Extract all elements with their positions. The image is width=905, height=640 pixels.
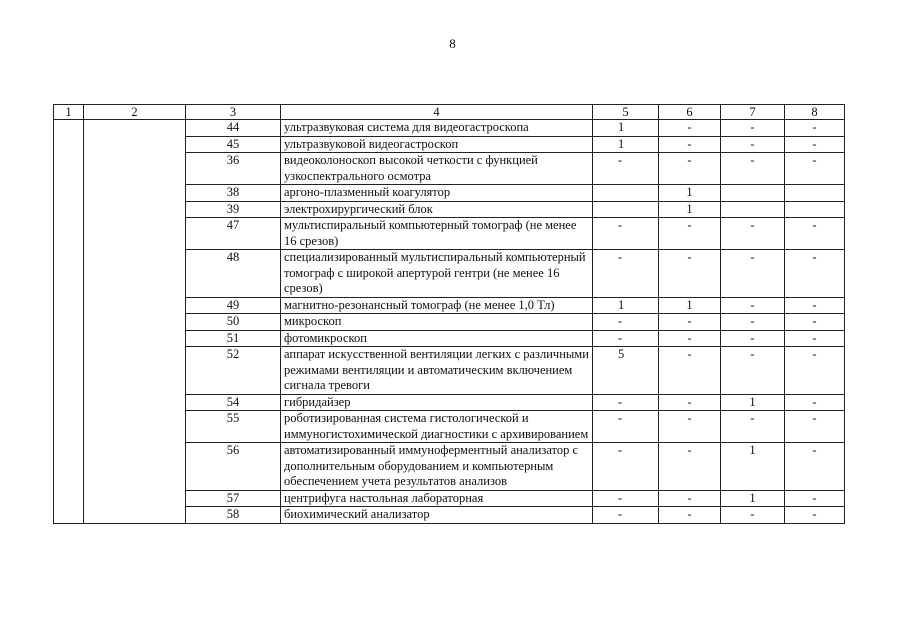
- quantity-cell-col6: -: [659, 347, 721, 395]
- equipment-name-cell: специализированный мультиспиральный компьютерный томограф с широкой апертурой гентри (не менее 16 срезов): [281, 250, 593, 298]
- row-number-cell: 57: [186, 490, 281, 507]
- table-header-row: [54, 105, 845, 120]
- column-header: 6: [659, 105, 721, 120]
- merged-cell-col2: [84, 120, 186, 524]
- quantity-cell-col5: -: [593, 250, 659, 298]
- row-number-cell: 58: [186, 507, 281, 524]
- quantity-cell-col6: -: [659, 411, 721, 443]
- quantity-cell-col8: -: [785, 394, 845, 411]
- quantity-cell-col5: 1: [593, 136, 659, 153]
- row-number-cell: 51: [186, 330, 281, 347]
- row-number-cell: 56: [186, 443, 281, 491]
- equipment-name-cell: аргоно-плазменный коагулятор: [281, 185, 593, 202]
- row-number-cell: 36: [186, 153, 281, 185]
- quantity-cell-col8: -: [785, 314, 845, 331]
- row-number-cell: 38: [186, 185, 281, 202]
- quantity-cell-col6: 1: [659, 201, 721, 218]
- quantity-cell-col5: -: [593, 411, 659, 443]
- quantity-cell-col8: -: [785, 507, 845, 524]
- equipment-name-cell: видеоколоноскоп высокой четкости с функцией узкоспектрального осмотра: [281, 153, 593, 185]
- quantity-cell-col5: -: [593, 153, 659, 185]
- equipment-name-cell: автоматизированный иммуноферментный анализатор с дополнительным оборудованием и компьютерным обеспечением учета результатов анализов: [281, 443, 593, 491]
- quantity-cell-col5: 5: [593, 347, 659, 395]
- quantity-cell-col8: -: [785, 411, 845, 443]
- quantity-cell-col7: -: [721, 297, 785, 314]
- quantity-cell-col8: -: [785, 443, 845, 491]
- equipment-name-cell: мультиспиральный компьютерный томограф (не менее 16 срезов): [281, 218, 593, 250]
- equipment-name-cell: центрифуга настольная лабораторная: [281, 490, 593, 507]
- equipment-name-cell: роботизированная система гистологической и иммуногистохимической диагностики с архивированием: [281, 411, 593, 443]
- quantity-cell-col7: -: [721, 250, 785, 298]
- quantity-cell-col5: -: [593, 490, 659, 507]
- quantity-cell-col7: -: [721, 330, 785, 347]
- equipment-name-cell: фотомикроскоп: [281, 330, 593, 347]
- equipment-name-cell: микроскоп: [281, 314, 593, 331]
- quantity-cell-col6: -: [659, 153, 721, 185]
- quantity-cell-col8: -: [785, 218, 845, 250]
- column-header: 2: [84, 105, 186, 120]
- quantity-cell-col5: -: [593, 218, 659, 250]
- quantity-cell-col7: -: [721, 347, 785, 395]
- quantity-cell-col5: -: [593, 443, 659, 491]
- equipment-name-cell: электрохирургический блок: [281, 201, 593, 218]
- quantity-cell-col8: [785, 185, 845, 202]
- quantity-cell-col6: -: [659, 443, 721, 491]
- column-header: 8: [785, 105, 845, 120]
- quantity-cell-col6: -: [659, 507, 721, 524]
- quantity-cell-col6: -: [659, 136, 721, 153]
- quantity-cell-col5: -: [593, 314, 659, 331]
- quantity-cell-col7: -: [721, 507, 785, 524]
- column-header: 7: [721, 105, 785, 120]
- column-header: 3: [186, 105, 281, 120]
- quantity-cell-col5: [593, 185, 659, 202]
- row-number-cell: 48: [186, 250, 281, 298]
- equipment-table: [53, 104, 845, 524]
- quantity-cell-col8: -: [785, 136, 845, 153]
- quantity-cell-col7: -: [721, 136, 785, 153]
- quantity-cell-col5: 1: [593, 297, 659, 314]
- quantity-cell-col7: -: [721, 314, 785, 331]
- quantity-cell-col7: -: [721, 153, 785, 185]
- quantity-cell-col6: -: [659, 330, 721, 347]
- quantity-cell-col5: -: [593, 330, 659, 347]
- quantity-cell-col8: -: [785, 297, 845, 314]
- equipment-name-cell: биохимический анализатор: [281, 507, 593, 524]
- page-number: 8: [449, 36, 456, 51]
- column-header: 1: [54, 105, 84, 120]
- quantity-cell-col8: -: [785, 250, 845, 298]
- quantity-cell-col5: -: [593, 507, 659, 524]
- equipment-name-cell: ультразвуковая система для видеогастроскопа: [281, 120, 593, 137]
- row-number-cell: 50: [186, 314, 281, 331]
- table-row: [54, 120, 845, 137]
- row-number-cell: 47: [186, 218, 281, 250]
- row-number-cell: 39: [186, 201, 281, 218]
- row-number-cell: 52: [186, 347, 281, 395]
- quantity-cell-col7: [721, 185, 785, 202]
- row-number-cell: 45: [186, 136, 281, 153]
- quantity-cell-col7: [721, 201, 785, 218]
- quantity-cell-col5: -: [593, 394, 659, 411]
- quantity-cell-col8: -: [785, 120, 845, 137]
- equipment-name-cell: ультразвуковой видеогастроскоп: [281, 136, 593, 153]
- quantity-cell-col6: 1: [659, 185, 721, 202]
- quantity-cell-col7: 1: [721, 490, 785, 507]
- equipment-name-cell: аппарат искусственной вентиляции легких с различными режимами вентиляции и автоматическим включением сигнала тревоги: [281, 347, 593, 395]
- quantity-cell-col7: 1: [721, 394, 785, 411]
- equipment-name-cell: гибридайзер: [281, 394, 593, 411]
- merged-cell-col1: [54, 120, 84, 524]
- column-header: 5: [593, 105, 659, 120]
- quantity-cell-col7: -: [721, 120, 785, 137]
- quantity-cell-col5: 1: [593, 120, 659, 137]
- equipment-name-cell: магнитно-резонансный томограф (не менее 1,0 Тл): [281, 297, 593, 314]
- quantity-cell-col6: -: [659, 314, 721, 331]
- quantity-cell-col6: -: [659, 218, 721, 250]
- quantity-cell-col6: -: [659, 120, 721, 137]
- column-header: 4: [281, 105, 593, 120]
- quantity-cell-col8: -: [785, 490, 845, 507]
- quantity-cell-col8: -: [785, 153, 845, 185]
- row-number-cell: 54: [186, 394, 281, 411]
- quantity-cell-col6: -: [659, 490, 721, 507]
- row-number-cell: 55: [186, 411, 281, 443]
- quantity-cell-col6: -: [659, 394, 721, 411]
- row-number-cell: 44: [186, 120, 281, 137]
- quantity-cell-col5: [593, 201, 659, 218]
- row-number-cell: 49: [186, 297, 281, 314]
- quantity-cell-col6: 1: [659, 297, 721, 314]
- quantity-cell-col8: -: [785, 330, 845, 347]
- quantity-cell-col7: -: [721, 411, 785, 443]
- quantity-cell-col8: [785, 201, 845, 218]
- quantity-cell-col7: -: [721, 218, 785, 250]
- quantity-cell-col6: -: [659, 250, 721, 298]
- quantity-cell-col7: 1: [721, 443, 785, 491]
- quantity-cell-col8: -: [785, 347, 845, 395]
